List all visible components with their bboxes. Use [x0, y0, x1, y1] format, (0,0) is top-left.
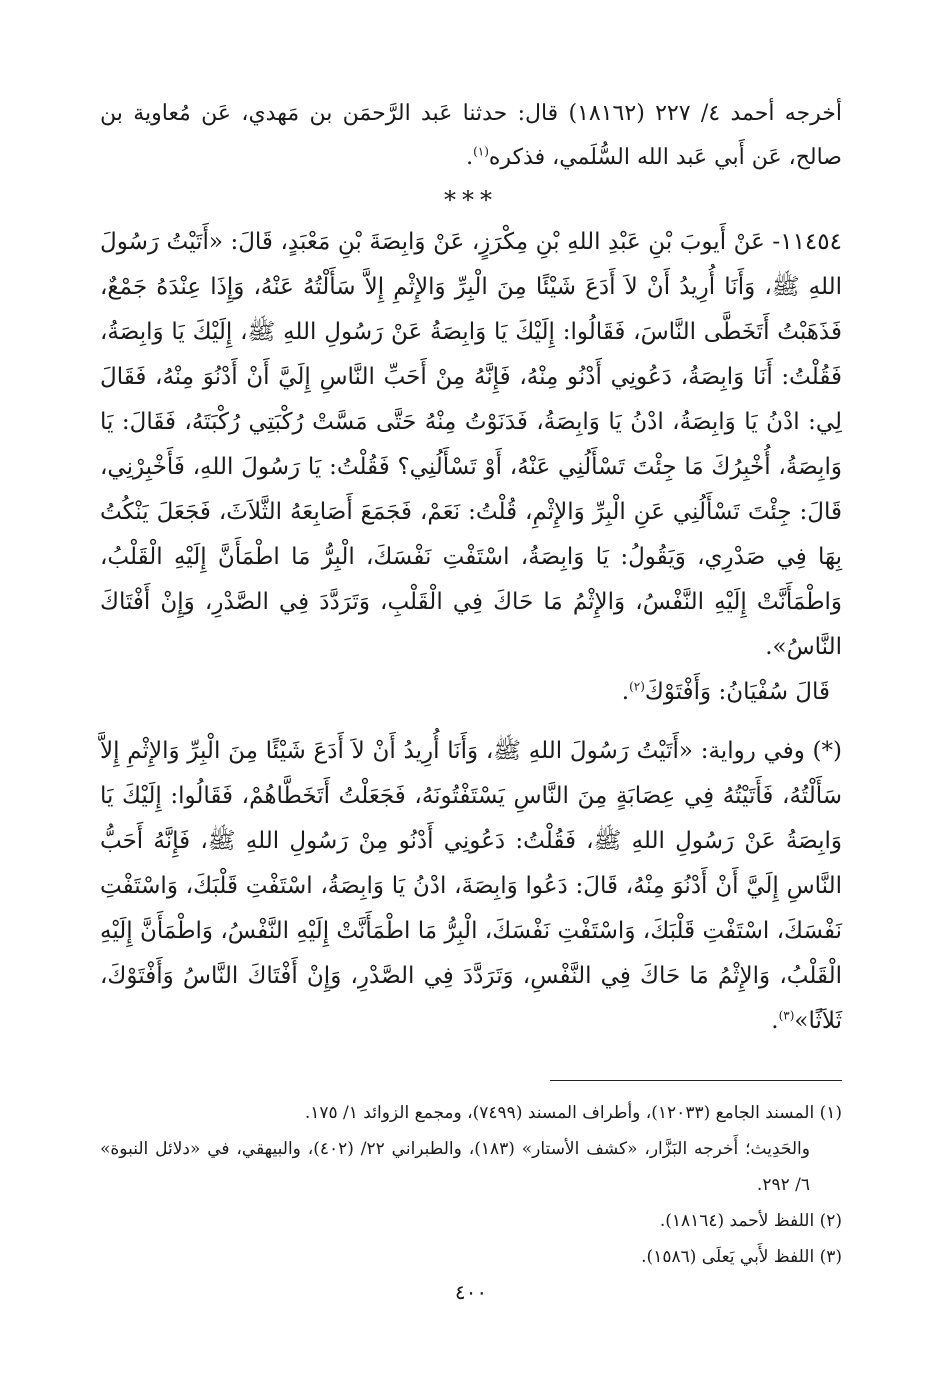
footnote-2: (٢) اللفظ لأحمد (١٨١٦٤).: [659, 1211, 842, 1231]
intro-paragraph: [100, 92, 842, 180]
footnote-3: (٣) اللفظ لأَبي يَعلَى (١٥٨٦).: [641, 1247, 842, 1267]
sufyan-line: [100, 670, 842, 715]
footnote-divider: [550, 1080, 842, 1081]
intro-text: أخرجه أحمد ٤/ ٢٢٧ (١٨١٦٢) قال: حدثنا عَبد الرَّحمَن بن مَهدي، عَن مُعاوية بن صالح، عَن أَبي عَبد الله السُّلَمي، فذكره: [100, 101, 843, 170]
riwaya-paragraph: [100, 729, 842, 1044]
riwaya-text: (*) وفي رواية: «أَتَيْتُ رَسُولَ اللهِ ﷺ، وَأَنَا أُرِيدُ أَنْ لاَ أَدَعَ شَيْئًا مِنَ الْبِرِّ وَالإِثْمِ إِلاَّ سَأَلْتُهُ، فَأَتَيْتُهُ فِي عِصَابَةٍ مِنَ النَّاسِ يَسْتَفْتُونَهُ، فَجَعَلْتُ أَتَخَطَّاهُمْ، فَقَالُوا: إِلَيْكَ يَا وَابِصَةُ عَنْ رَسُولِ اللهِ ﷺ، فَقُلْتُ: دَعُونِي أَدْنُو مِنْ رَسُولِ اللهِ ﷺ، فَإِنَّهُ أَحَبُّ النَّاسِ إِلَيَّ أَنْ أَدْنُوَ مِنْهُ، قَالَ: دَعُوا وَابِصَةَ، ادْنُ يَا وَابِصَةُ، اسْتَفْتِ قَلْبَكَ، وَاسْتَفْتِ نَفْسَكَ، اسْتَفْتِ قَلْبَكَ، وَاسْتَفْتِ نَفْسَكَ، الْبِرُّ مَا اطْمَأَنَّتْ إِلَيْهِ النَّفْسُ، وَاطْمَأَنَّ إِلَيْهِ الْقَلْبُ، وَالإِثْمُ مَا حَاكَ فِي النَّفْسِ، وَتَرَدَّدَ فِي الصَّدْرِ، وَإِنْ أَفْتَاكَ النَّاسُ وَأَفْتَوْكَ، ثَلاَثًا»: [100, 738, 842, 1034]
section-separator: ***: [444, 186, 498, 214]
sufyan-text: قَالَ سُفْيَانُ: وَأَفْتَوْكَ: [644, 679, 830, 705]
intro-end: .: [466, 145, 474, 170]
footnote-ref-3[interactable]: (٣): [778, 1008, 795, 1023]
riwaya-end: .: [771, 1008, 779, 1034]
footnote-1-continuation: والحَدِيث؛ أَخرجه البَزَّار، «كشف الأستار» (١٨٣)، والطبراني ٢٢/ (٤٠٢)، والبيهقي، في «دلائل النبوة» ٦/ ٢٩٢.: [100, 1139, 810, 1195]
page-number: ٤٠٠: [454, 1280, 488, 1304]
footnote-ref-1[interactable]: (١): [473, 144, 489, 159]
hadith-paragraph: ١١٤٥٤- عَنْ أَيوبَ بْنِ عَبْدِ اللهِ بْنِ مِكْرَزٍ، عَنْ وَابِصَةَ بْنِ مَعْبَدٍ، قَالَ: «أَتَيْتُ رَسُولَ اللهِ ﷺ، وَأَنَا أُرِيدُ أَنْ لاَ أَدَعَ شَيْئًا مِنَ الْبِرِّ وَالإِثْمِ إِلاَّ سَأَلْتُهُ عَنْهُ، وَإِذَا عِنْدَهُ جَمْعٌ، فَذَهَبْتُ أَتَخَطَّى النَّاسَ، فَقَالُوا: إِلَيْكَ يَا وَابِصَةُ عَنْ رَسُولِ اللهِ ﷺ، إِلَيْكَ يَا وَابِصَةُ، فَقُلْتُ: أَنَا وَابِصَةُ، دَعُونِي أَدْنُو مِنْهُ، فَإِنَّهُ مِنْ أَحَبِّ النَّاسِ إِلَيَّ أَنْ أَدْنُوَ مِنْهُ، فَقَالَ لِي: ادْنُ يَا وَابِصَةُ، ادْنُ يَا وَابِصَةُ، فَدَنَوْتُ مِنْهُ حَتَّى مَسَّتْ رُكْبَتِي رُكْبَتَهُ، فَقَالَ: يَا وَابِصَةُ، أُخْبِرُكَ مَا جِئْتَ تَسْأَلُنِي عَنْهُ، أَوْ تَسْأَلُنِي؟ فَقُلْتُ: يَا رَسُولَ اللهِ، فَأَخْبِرْنِي، قَالَ: جِئْتَ تَسْأَلُنِي عَنِ الْبِرِّ وَالإِثْمِ، قُلْتُ: نَعَمْ، فَجَمَعَ أَصَابِعَهُ الثَّلاَثَ، فَجَعَلَ يَنْكُتُ بِهَا فِي صَدْرِي، وَيَقُولُ: يَا وَابِصَةُ، اسْتَفْتِ نَفْسَكَ، الْبِرُّ مَا اطْمَأَنَّ إِلَيْهِ الْقَلْبُ، وَاطْمَأَنَّتْ إِلَيْهِ النَّفْسُ، وَالإِثْمُ مَا حَاكَ فِي الْقَلْبِ، وَتَرَدَّدَ فِي الصَّدْرِ، وَإِنْ أَفْتَاكَ النَّاسُ».: [100, 229, 842, 660]
footnotes: [100, 1095, 842, 1275]
paragraph-gap: [100, 715, 842, 729]
footnote-1: (١) المسند الجامع (١٢٠٣٣)، وأطراف المسند (٧٤٩٩)، ومجمع الزوائد ١/ ١٧٥.: [304, 1103, 842, 1123]
sufyan-end: .: [621, 679, 630, 705]
footnote-ref-2[interactable]: (٢): [629, 679, 645, 694]
